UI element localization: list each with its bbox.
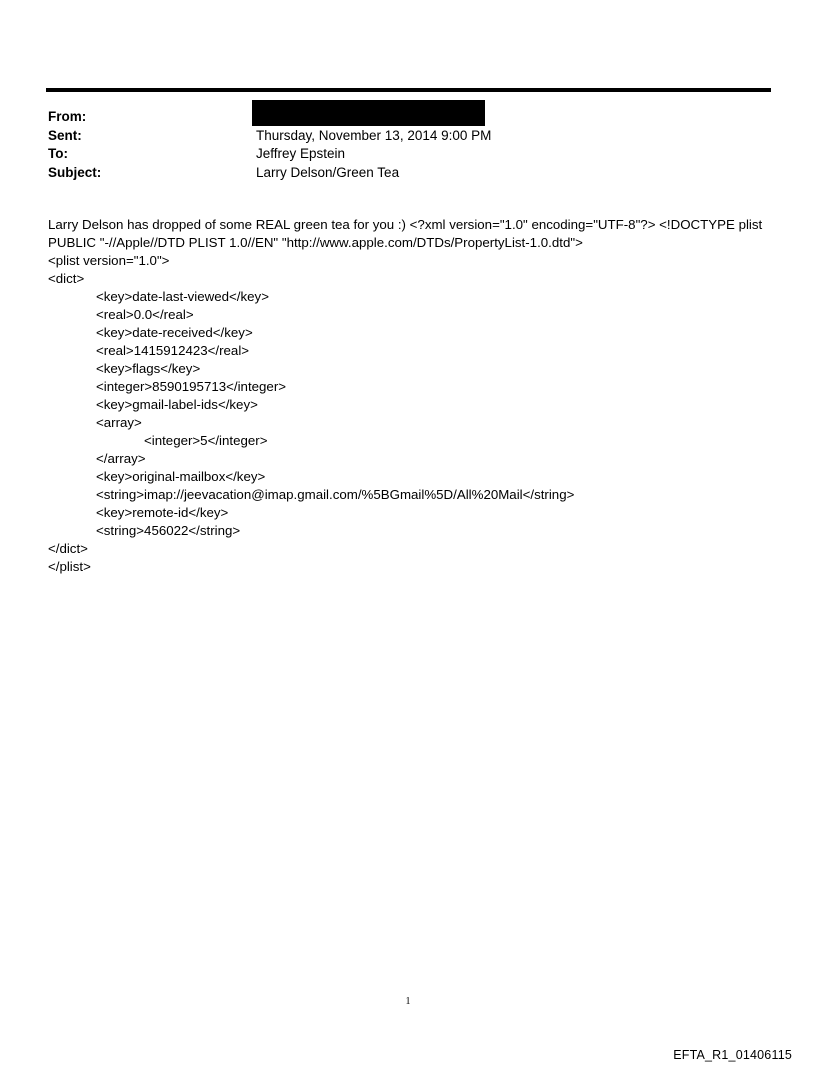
plist-line: <key>date-last-viewed</key> [96,289,269,304]
redaction-box [252,100,485,126]
plist-line: <dict> [48,271,85,286]
header-rule [46,88,771,92]
to-row [48,145,768,164]
plist-line: <integer>5</integer> [144,433,268,448]
subject-value: Larry Delson/Green Tea [256,164,400,180]
plist-line: <integer>8590195713</integer> [96,379,287,394]
plist-line: <string>imap://jeevacation@imap.gmail.com/%5BGmail%5D/All%20Mail</string> [96,487,575,502]
plist-line: <real>0.0</real> [96,307,194,322]
plist-line: <key>date-received</key> [96,325,253,340]
body-intro: Larry Delson has dropped of some REAL green tea for you :) <?xml version="1.0" encoding="UTF-8"?> <!DOCTYPE plist PUBLIC "-//Apple//DTD PLIST 1.0//EN" "http://www.apple.com/DTDs/PropertyList-1.0.dtd"> [48,217,763,250]
plist-line: <string>456022</string> [96,523,241,538]
subject-row [48,164,768,183]
plist-line: <key>flags</key> [96,361,201,376]
to-label: To: [48,146,68,161]
plist-line: <array> [96,415,142,430]
page-number: 1 [405,996,411,1007]
document-id: EFTA_R1_01406115 [673,1048,792,1062]
plist-line: <key>remote-id</key> [96,505,229,520]
plist-line: </plist> [48,559,91,574]
from-label: From: [48,109,87,124]
sent-value: Thursday, November 13, 2014 9:00 PM [256,127,492,143]
plist-line: <key>gmail-label-ids</key> [96,397,258,412]
plist-line: </dict> [48,541,88,556]
to-value: Jeffrey Epstein [256,146,346,161]
plist-line: <real>1415912423</real> [96,343,250,358]
sent-label: Sent: [48,127,82,143]
plist-line: <key>original-mailbox</key> [96,469,266,484]
sent-row [48,127,768,146]
plist-line: <plist version="1.0"> [48,253,170,268]
email-body [48,216,773,576]
plist-line: </array> [96,451,146,466]
subject-label: Subject: [48,164,102,180]
